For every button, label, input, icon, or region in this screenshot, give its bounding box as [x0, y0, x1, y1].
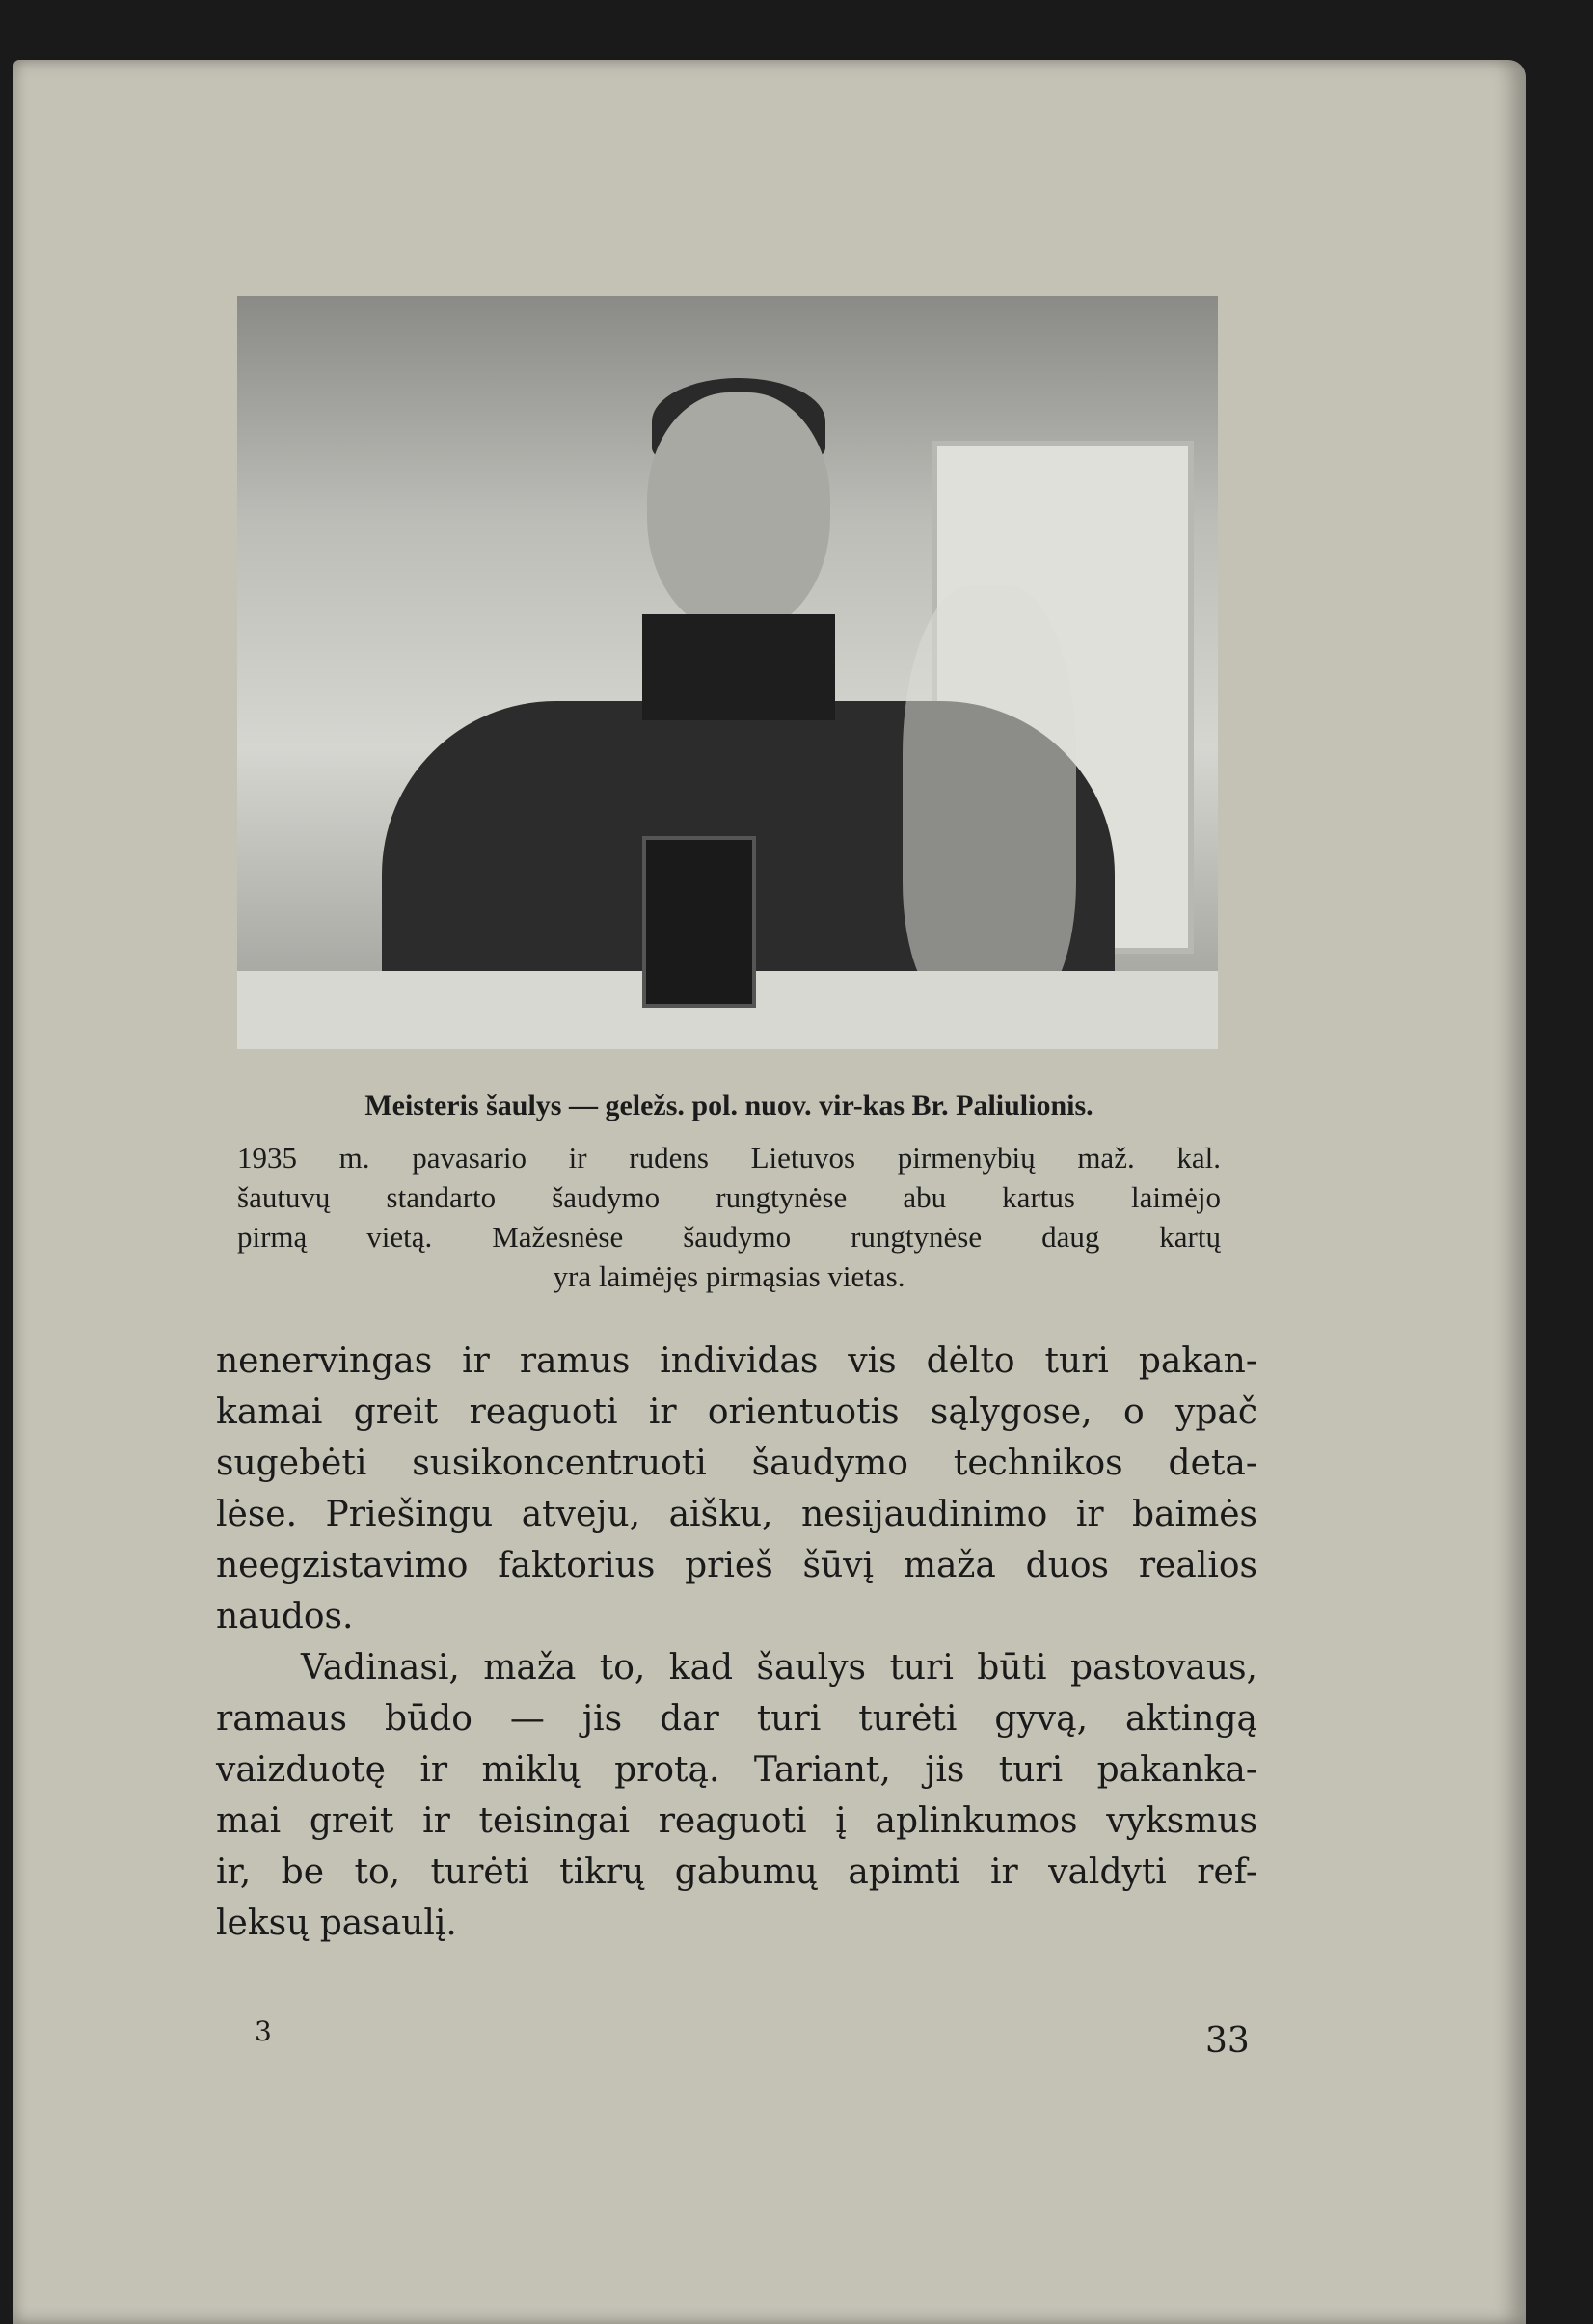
text-line: ir, be to, turėti tikrų gabumų apimti ir valdyti ref- [216, 1852, 1257, 1892]
body-text [216, 1336, 1257, 1949]
caption-line: 1935 m. pavasario ir rudens Lietuvos pirmenybių maž. kal. [237, 1141, 1221, 1175]
page-number: 33 [1205, 2021, 1250, 2061]
signature-mark: 3 [255, 2015, 272, 2047]
caption-line: yra laimėjęs pirmąsias vietas. [553, 1259, 905, 1293]
portrait-photo [237, 296, 1218, 1049]
collar [642, 614, 835, 720]
caption-title: Meisteris šaulys — geležs. pol. nuov. vir-kas Br. Paliulionis. [364, 1090, 1094, 1121]
text-line: vaizduotę ir miklų protą. Tariant, jis turi pakanka- [216, 1750, 1257, 1790]
text-line: nenervingas ir ramus individas vis dėlto turi pakan- [216, 1341, 1257, 1381]
caption-body [237, 1138, 1221, 1296]
glass-vase [903, 585, 1076, 1010]
camera [642, 836, 756, 1008]
text-line: sugebėti susikoncentruoti šaudymo technikos deta- [216, 1444, 1257, 1483]
text-line: lėse. Priešingu atveju, aišku, nesijaudinimo ir baimės [216, 1495, 1257, 1534]
text-line: ramaus būdo — jis dar turi turėti gyvą, aktingą [216, 1699, 1257, 1739]
caption-line: šautuvų standarto šaudymo rungtynėse abu kartus laimėjo [237, 1180, 1221, 1214]
face [647, 392, 830, 634]
text-line: leksų pasaulį. [216, 1904, 457, 1943]
text-line: mai greit ir teisingai reaguoti į aplinkumos vyksmus [216, 1801, 1257, 1841]
text-line: neegzistavimo faktorius prieš šūvį maža duos realios [216, 1546, 1257, 1585]
text-line: naudos. [216, 1597, 354, 1636]
caption-line: pirmą vietą. Mažesnėse šaudymo rungtynėse daug kartų [237, 1220, 1221, 1254]
text-line: Vadinasi, maža to, kad šaulys turi būti pastovaus, [301, 1648, 1257, 1688]
text-line: kamai greit reaguoti ir orientuotis sąlygose, o ypač [216, 1392, 1257, 1432]
